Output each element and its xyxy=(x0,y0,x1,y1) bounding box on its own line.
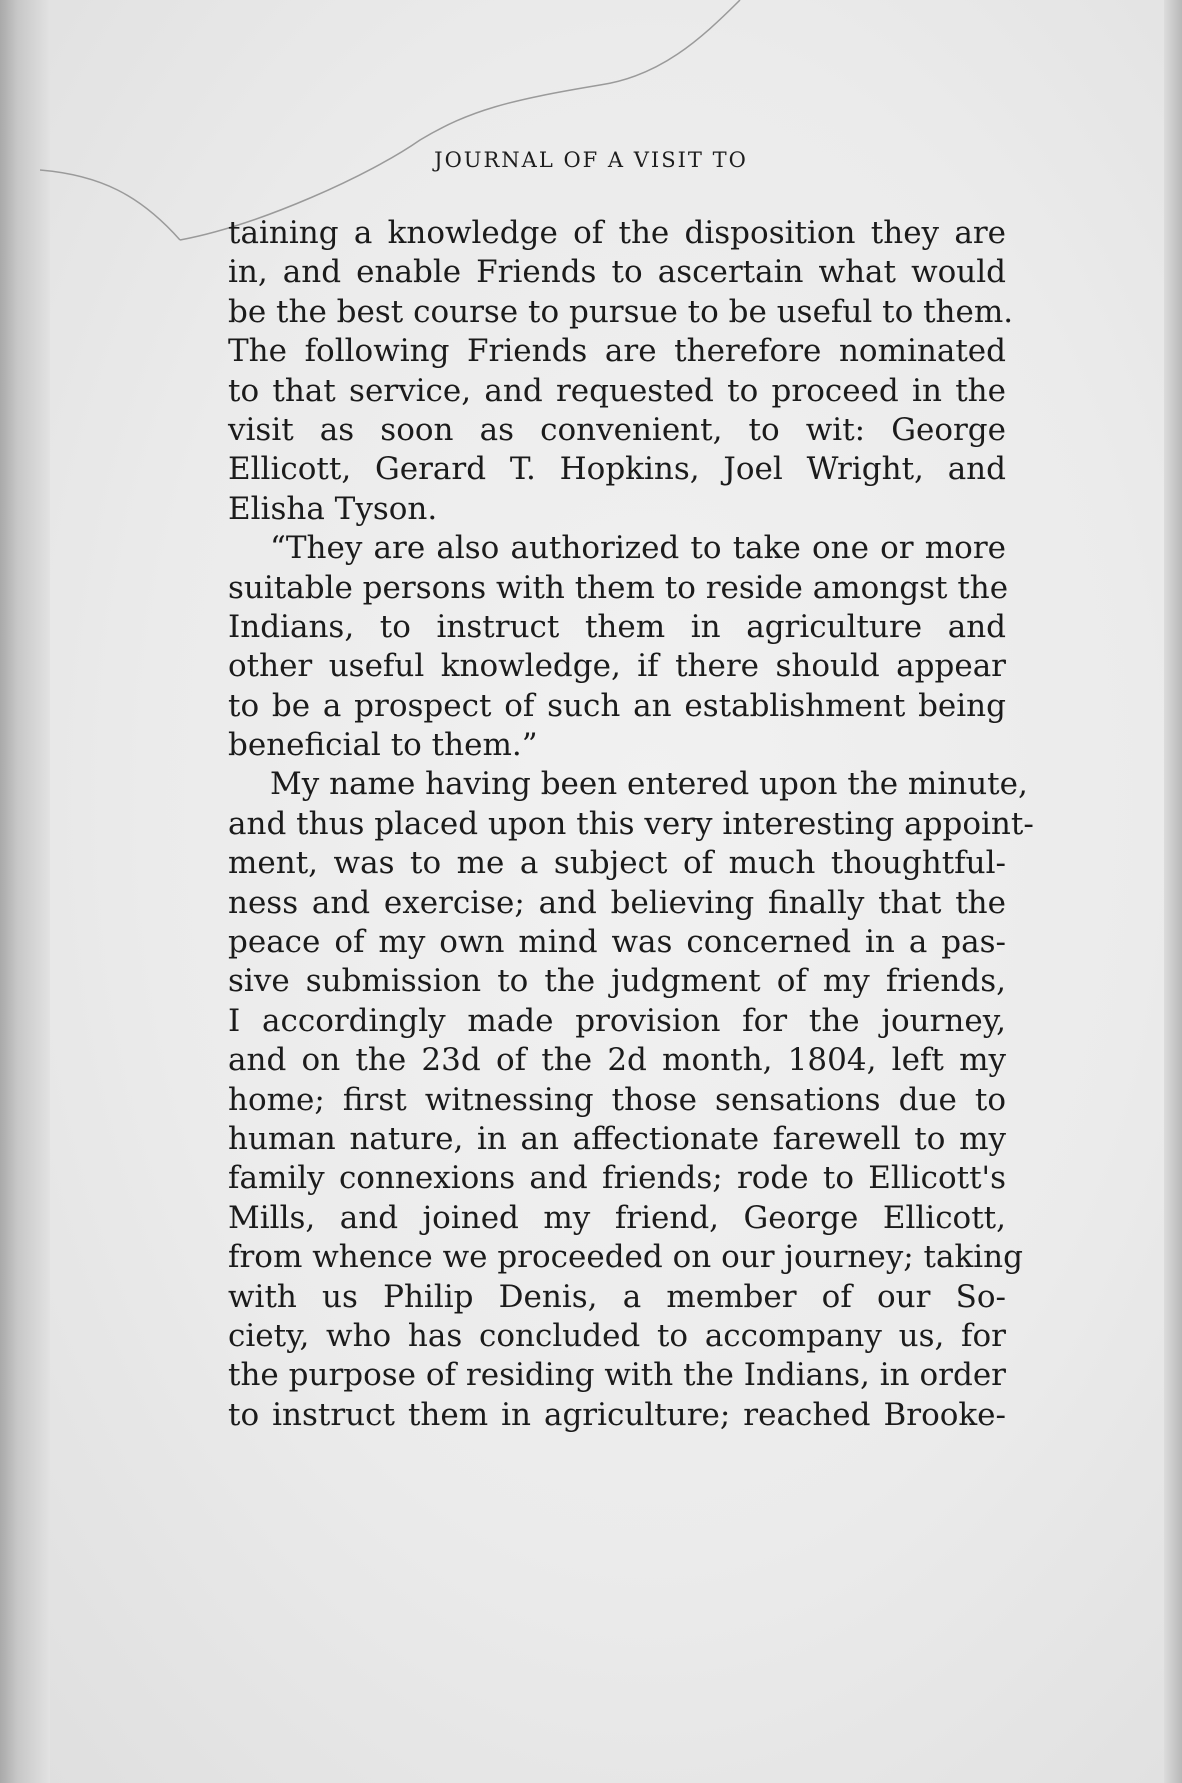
text-line: I accordingly made provision for the journey, xyxy=(228,1002,1006,1039)
text-line: Indians, to instruct them in agriculture and xyxy=(228,608,1006,645)
text-line: other useful knowledge, if there should appear xyxy=(228,648,1006,685)
text-line: human nature, in an affectionate farewell to my xyxy=(228,1120,1006,1157)
text-line: home; first witnessing those sensations due to xyxy=(228,1081,1006,1118)
body-text xyxy=(228,214,1034,1435)
text-line: visit as soon as convenient, to wit: George xyxy=(228,411,1006,448)
text-line: ment, was to me a subject of much thoughtful- xyxy=(228,845,1006,882)
text-line: Mills, and joined my friend, George Ellicott, xyxy=(228,1199,1006,1236)
text-line: to that service, and requested to proceed in the xyxy=(228,372,1006,409)
page-edge xyxy=(1164,0,1182,1783)
text-line: with us Philip Denis, a member of our So- xyxy=(228,1278,1006,1315)
text-line: the purpose of residing with the Indians, in order xyxy=(228,1357,1006,1394)
text-line: family connexions and friends; rode to Ellicott's xyxy=(228,1160,1006,1197)
text-line: My name having been entered upon the minute, xyxy=(270,766,1028,803)
text-line: taining a knowledge of the disposition they are xyxy=(228,215,1006,251)
text-line: beneficial to them.” xyxy=(228,727,538,764)
text-line: in, and enable Friends to ascertain what would xyxy=(228,254,1006,291)
running-head: JOURNAL OF A VISIT TO xyxy=(434,148,748,172)
text-line: sive submission to the judgment of my friends, xyxy=(228,963,1006,1000)
text-line: from whence we proceeded on our journey; taking xyxy=(228,1239,1023,1276)
text-line: Ellicott, Gerard T. Hopkins, Joel Wright, and xyxy=(228,451,1006,488)
text-line: peace of my own mind was concerned in a pas- xyxy=(228,924,1006,961)
text-line: and on the 23d of the 2d month, 1804, left my xyxy=(228,1042,1006,1079)
text-line: and thus placed upon this very interesting appoint- xyxy=(228,805,1034,842)
text-line: ness and exercise; and believing finally that the xyxy=(228,884,1006,921)
text-line: The following Friends are therefore nominated xyxy=(228,333,1006,370)
spine-shadow xyxy=(0,0,50,1783)
text-line: “They are also authorized to take one or more xyxy=(270,530,1006,567)
text-line: ciety, who has concluded to accompany us, for xyxy=(228,1317,1006,1354)
text-line: to be a prospect of such an establishment being xyxy=(228,687,1006,724)
text-line: be the best course to pursue to be useful to them. xyxy=(228,293,1014,330)
text-line: suitable persons with them to reside amongst the xyxy=(228,569,1009,606)
text-line: to instruct them in agriculture; reached Brooke- xyxy=(228,1396,1006,1433)
text-line: Elisha Tyson. xyxy=(228,490,438,527)
